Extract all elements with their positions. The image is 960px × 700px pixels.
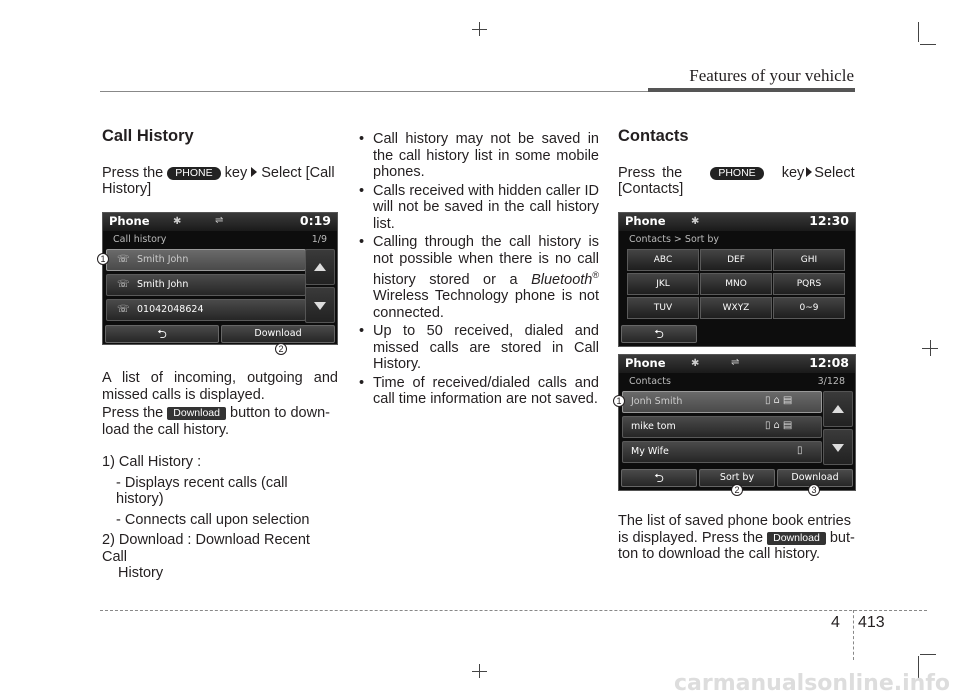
- contact-type-icons: ▯⌂▤: [765, 420, 796, 431]
- page-indicator: 1/9: [311, 234, 327, 245]
- sort-mno-button[interactable]: MNO: [700, 273, 772, 295]
- bluetooth-icon: ✱: [691, 358, 700, 369]
- list-item[interactable]: [106, 274, 306, 296]
- intro-text-a: Press the: [102, 164, 164, 181]
- chevron-down-icon: [832, 444, 844, 452]
- intro-text: [102, 165, 338, 198]
- middle-column: [359, 131, 599, 410]
- bluetooth-term: Bluetooth: [531, 271, 593, 288]
- desc-line-b: [618, 530, 856, 547]
- watermark: carmanualsonline.info: [674, 671, 950, 696]
- status-bar: [103, 213, 337, 231]
- callout-1: 1: [97, 253, 109, 265]
- screen-subtitle: Contacts: [629, 376, 671, 387]
- crop-mark: [472, 29, 487, 30]
- contact-name: My Wife: [631, 446, 669, 457]
- bullet-text: Wireless Technology phone is not connected.: [373, 288, 599, 321]
- app-title: Phone: [625, 214, 666, 228]
- bullet-text: Calling through the call history is not possible when there is no call history stored or a: [373, 234, 599, 288]
- callout-2: 2: [275, 343, 287, 355]
- bluetooth-icon: ✱: [691, 216, 700, 227]
- list-call-history: 1) Call History :: [102, 454, 202, 470]
- phone-icon: ☏: [117, 304, 130, 315]
- status-bar: [619, 213, 855, 231]
- contact-type-icons: ▯: [797, 445, 806, 456]
- download-key-badge: Download: [167, 407, 226, 420]
- sort-tuv-button[interactable]: TUV: [627, 297, 699, 319]
- intro-text-b: key: [224, 164, 248, 181]
- clock: 0:19: [299, 213, 331, 228]
- callout-2: 2: [731, 484, 743, 496]
- call-history-description: A list of incoming, outgoing and missed calls is displayed.: [102, 370, 338, 403]
- footer-divider: [853, 610, 854, 660]
- list-item-label: Smith John: [137, 279, 189, 290]
- arrow-right-icon: [806, 167, 812, 177]
- list-call-history-a: - Displays recent calls (call history): [116, 474, 288, 507]
- press-text-a: Press the: [102, 405, 164, 421]
- page-indicator: 3/128: [817, 376, 845, 387]
- bullet-item: • Calls received with hidden caller ID will not be saved in the call history list.: [359, 183, 599, 233]
- left-column: [102, 128, 338, 198]
- intro-text-d: [Contacts]: [618, 181, 684, 197]
- callout-3: 3: [808, 484, 820, 496]
- contacts-heading: Contacts: [618, 127, 689, 145]
- desc-text-b: is displayed. Press the: [618, 529, 764, 546]
- crop-mark: [930, 340, 931, 356]
- list-call-history-b: - Connects call upon selection: [116, 511, 310, 528]
- right-column: [618, 128, 856, 198]
- back-button[interactable]: ⮌: [105, 325, 219, 343]
- crop-mark: [918, 22, 919, 42]
- contacts-sort-screen: [618, 212, 856, 347]
- contact-row[interactable]: [622, 416, 822, 438]
- crop-mark: [920, 654, 936, 655]
- intro-text-c: Select: [814, 164, 855, 181]
- sort-wxyz-button[interactable]: WXYZ: [700, 297, 772, 319]
- sort-def-button[interactable]: DEF: [700, 249, 772, 271]
- intro-text-c: Select [Call: [261, 164, 335, 181]
- call-history-heading: Call History: [102, 127, 194, 145]
- chevron-down-icon: [314, 302, 326, 310]
- chevron-up-icon: [832, 405, 844, 413]
- press-text-c: load the call history.: [102, 421, 230, 438]
- contact-row[interactable]: [622, 441, 822, 463]
- back-button[interactable]: ⮌: [621, 469, 697, 487]
- scroll-down-button[interactable]: [305, 287, 335, 323]
- footer-rule: [100, 610, 927, 611]
- press-text-b: button to down-: [230, 405, 330, 421]
- header-bar: [648, 88, 855, 92]
- sort-by-button[interactable]: Sort by: [699, 469, 775, 487]
- left-column-lower: [102, 370, 338, 582]
- section-number: 4: [831, 614, 840, 631]
- sort-jkl-button[interactable]: JKL: [627, 273, 699, 295]
- crop-mark: [920, 44, 936, 45]
- running-header: Features of your vehicle: [689, 66, 854, 85]
- crop-mark: [472, 671, 487, 672]
- download-button[interactable]: Download: [221, 325, 335, 343]
- sort-pqrs-button[interactable]: PQRS: [773, 273, 845, 295]
- app-title: Phone: [625, 356, 666, 370]
- intro-text-d: History]: [102, 181, 152, 197]
- phone-key-badge: PHONE: [167, 167, 220, 180]
- page-number: 413: [858, 614, 885, 631]
- usb-icon: ⇌: [215, 215, 224, 226]
- contact-name: Jonh Smith: [631, 396, 683, 407]
- screen-subtitle: Call history: [113, 234, 167, 245]
- list-item-label: 01042048624: [137, 304, 204, 315]
- usb-icon: ⇌: [731, 357, 740, 368]
- sort-abc-button[interactable]: ABC: [627, 249, 699, 271]
- clock: 12:08: [809, 355, 849, 370]
- contacts-intro: [618, 165, 856, 198]
- desc-line-d: ton to download the call history.: [618, 546, 821, 562]
- phone-icon: ☏: [117, 254, 130, 265]
- contacts-description: [618, 513, 856, 563]
- chevron-up-icon: [314, 263, 326, 271]
- sort-ghi-button[interactable]: GHI: [773, 249, 845, 271]
- bullet-item: • Time of received/dialed calls and call time information are not saved.: [359, 375, 599, 408]
- scroll-down-button[interactable]: [823, 429, 853, 465]
- phone-key-badge: PHONE: [710, 167, 763, 180]
- bluetooth-icon: ✱: [173, 216, 182, 227]
- scroll-up-button[interactable]: [305, 249, 335, 285]
- download-button[interactable]: Download: [777, 469, 853, 487]
- list-download: 2) Download : Download Recent Call: [102, 532, 310, 565]
- list-item[interactable]: [106, 299, 306, 321]
- desc-text-c: but-: [829, 529, 855, 546]
- bullet-item: • Up to 50 received, dialed and missed calls are stored in Call History.: [359, 323, 599, 373]
- arrow-right-icon: [251, 167, 257, 177]
- download-key-badge: Download: [767, 532, 826, 545]
- list-item[interactable]: [106, 249, 306, 271]
- desc-line-a: The list of saved phone book entries: [618, 513, 851, 529]
- phone-icon: ☏: [117, 279, 130, 290]
- back-button[interactable]: ⮌: [621, 325, 697, 343]
- list-item-label: Smith John: [137, 254, 189, 265]
- registered-mark: ®: [592, 270, 599, 280]
- intro-text-b: key: [781, 164, 805, 181]
- contacts-list-screen: [618, 354, 856, 491]
- list-download-b: History: [118, 565, 164, 581]
- clock: 12:30: [809, 213, 849, 228]
- contact-type-icons: ▯⌂▤: [765, 395, 796, 406]
- sort-digits-button[interactable]: 0~9: [773, 297, 845, 319]
- call-history-screen: [102, 212, 338, 345]
- contact-name: mike tom: [631, 421, 676, 432]
- contact-row[interactable]: [622, 391, 822, 413]
- callout-1: 1: [613, 395, 625, 407]
- intro-text-a: Press the: [618, 164, 683, 181]
- download-instruction: [102, 405, 338, 438]
- bullet-item: • Call history may not be saved in the call history list in some mobile phones.: [359, 131, 599, 181]
- bullet-item: [359, 234, 599, 321]
- scroll-up-button[interactable]: [823, 391, 853, 427]
- screen-subtitle: Contacts > Sort by: [629, 234, 720, 245]
- app-title: Phone: [109, 214, 150, 228]
- status-bar: [619, 355, 855, 373]
